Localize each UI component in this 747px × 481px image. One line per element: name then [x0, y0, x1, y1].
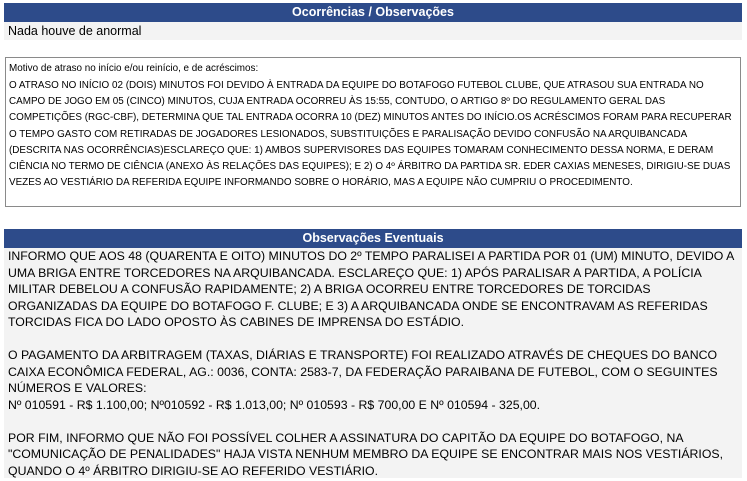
- observation-paragraph-cheques: Nº 010591 - R$ 1.100,00; Nº010592 - R$ 1.013,00; Nº 010593 - R$ 700,00 E Nº 010594 - 325,00.: [8, 397, 541, 412]
- observation-paragraph-signature: POR FIM, INFORMO QUE NÃO FOI POSSÍVEL COLHER A ASSINATURA DO CAPITÃO DA EQUIPE DO BOTAFOGO, NA "COMUNICAÇÃO DE PENALIDADES" HAJA VISTA NENHUM MEMBRO DA EQUIPE SE ENCONTRAR MAIS NOS VESTIÁRIOS, QUANDO O 4º ÁRBITRO DIRIGIU-SE AO REFERIDO VESTIÁRIO.: [8, 430, 724, 478]
- eventual-observations-body: [4, 248, 742, 478]
- delay-reason-box: [5, 57, 741, 207]
- delay-reason-text: O ATRASO NO INÍCIO 02 (DOIS) MINUTOS FOI DEVIDO À ENTRADA DA EQUIPE DO BOTAFOGO FUTEBOL CLUBE, QUE ATRASOU SUA ENTRADA NO CAMPO DE JOGO EM 05 (CINCO) MINUTOS, CUJA ENTRADA OCORREU ÀS 15:55, CONTUDO, O ARTIGO 8º DO REGULAMENTO GERAL DAS COMPETIÇÕES (RGC-CBF), DETERMINA QUE TAL ENTRADA OCORRA 10 (DEZ) MINUTOS ANTES DO INÍCIO.OS ACRÉSCIMOS FORAM PARA RECUPERAR O TEMPO GASTO COM RETIRADAS DE JOGADORES LESIONADOS, SUBSTITUIÇÕES E PARALISAÇÃO DEVIDO CONFUSÃO NA ARQUIBANCADA (DESCRITA NAS OCORRÊNCIAS)ESCLAREÇO QUE: 1) AMBOS SUPERVISORES DAS EQUIPES TOMARAM CONHECIMENTO DESSA NORMA, E DERAM CIÊNCIA NO TERMO DE CIÊNCIA (ANEXO ÀS RELAÇÕES DAS EQUIPES); E 2) O 4º ÁRBITRO DA PARTIDA SR. EDER CAXIAS MENESES, DIRIGIU-SE DUAS VEZES AO VESTIÁRIO DA REFERIDA EQUIPE INFORMANDO SOBRE O HORÁRIO, MAS A EQUIPE NÃO CUMPRIU O PROCEDIMENTO.: [9, 80, 732, 189]
- eventual-observations-header: Observações Eventuais: [4, 229, 742, 248]
- observation-paragraph-fight: INFORMO QUE AOS 48 (QUARENTA E OITO) MINUTOS DO 2º TEMPO PARALISEI A PARTIDA POR 01 (UM) MINUTO, DEVIDO A UMA BRIGA ENTRE TORCEDORES NA ARQUIBANCADA. ESCLAREÇO QUE: 1) APÓS PARALISAR A PARTIDA, A POLÍCIA MILITAR DEBELOU A CONFUSÃO RAPIDAMENTE; 2) A BRIGA OCORREU ENTRE TORCEDORES DE TORCIDAS ORGANIZADAS DA EQUIPE DO BOTAFOGO F. CLUBE; E 3) A ARQUIBANCADA ONDE SE ENCONTRAVAM AS REFERIDAS TORCIDAS FICA DO LADO OPOSTO ÀS CABINES DE IMPRENSA DO ESTÁDIO.: [8, 249, 734, 329]
- occurrences-header: Ocorrências / Observações: [4, 3, 742, 22]
- observation-paragraph-payment: O PAGAMENTO DA ARBITRAGEM (TAXAS, DIÁRIAS E TRANSPORTE) FOI REALIZADO ATRAVÉS DE CHEQUES DO BANCO CAIXA ECONÔMICA FEDERAL, AG.: 0036, CONTA: 2583-7, DA FEDERAÇÃO PARAIBANA DE FUTEBOL, COM O SEGUINTES NÚMEROS E VALORES:: [8, 348, 718, 395]
- occurrences-row: Nada houve de anormal: [4, 22, 742, 40]
- delay-reason-label: Motivo de atraso no início e/ou reinício, e de acréscimos:: [9, 63, 259, 74]
